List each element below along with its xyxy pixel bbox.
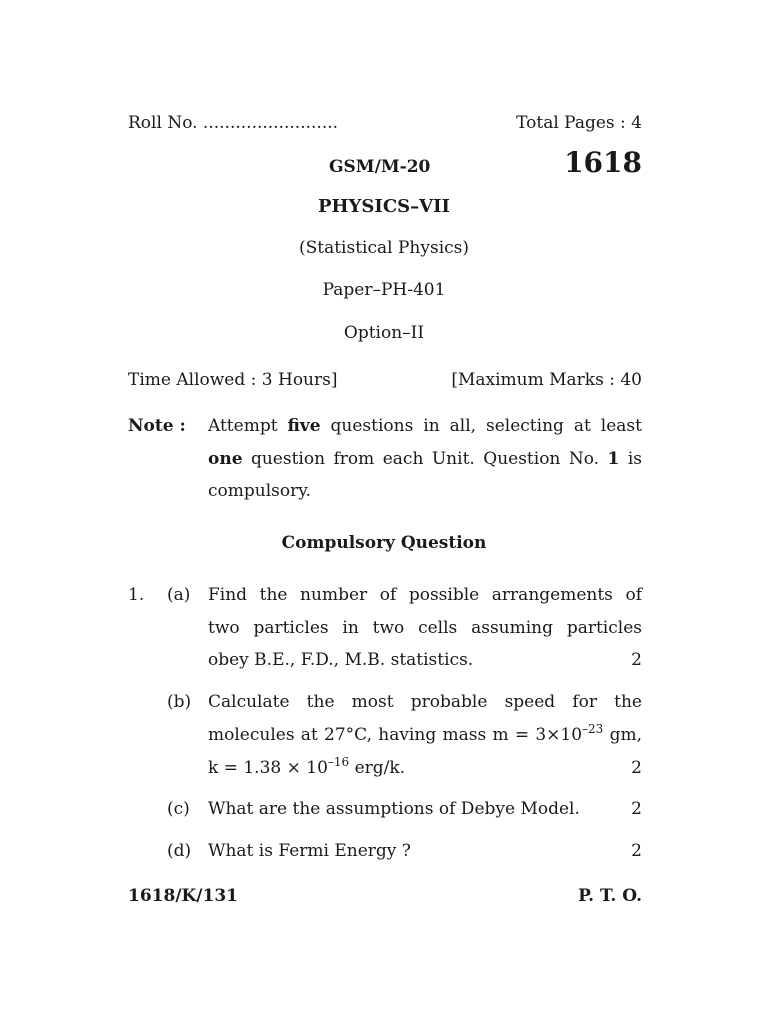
- note-line-1: Attempt five questions in all, selecting at least: [208, 416, 642, 436]
- part-d-text: What is Fermi Energy ?: [208, 841, 411, 861]
- exam-code: GSM/M-20: [329, 157, 431, 177]
- total-pages: Total Pages : 4: [516, 113, 642, 133]
- part-c-text: What are the assumptions of Debye Model.: [208, 799, 580, 819]
- footer-code: 1618/K/131: [128, 886, 238, 906]
- time-allowed: Time Allowed : 3 Hours]: [128, 370, 338, 390]
- subject-topic: (Statistical Physics): [298, 238, 470, 258]
- part-a-line-3: obey B.E., F.D., M.B. statistics.: [208, 650, 474, 670]
- roll-number: Roll No. .........................: [128, 113, 339, 133]
- paper-code: Paper–PH-401: [322, 280, 446, 300]
- note-label: Note :: [128, 416, 186, 436]
- paper-option: Option–II: [343, 323, 425, 343]
- part-a-marks: 2: [631, 650, 642, 670]
- part-c-marks: 2: [631, 799, 642, 819]
- part-b-label: (b): [167, 692, 192, 712]
- section-title: Compulsory Question: [281, 533, 487, 553]
- part-d-marks: 2: [631, 841, 642, 861]
- please-turn-over: P. T. O.: [578, 886, 642, 906]
- part-b-line-2: molecules at 27°C, having mass $m = 3\times 10^{-23}$ gm,: [208, 722, 643, 745]
- part-a-label: (a): [167, 585, 191, 605]
- paper-number: 1618: [564, 146, 642, 179]
- note-line-2: one question from each Unit. Question No. 1 is: [208, 449, 642, 469]
- part-b-marks: 2: [631, 758, 642, 778]
- part-a-line-1: Find the number of possible arrangements of: [208, 585, 642, 605]
- part-d-label: (d): [167, 841, 192, 861]
- part-b-line-1: Calculate the most probable speed for the: [208, 692, 642, 712]
- part-c-label: (c): [167, 799, 190, 819]
- question-number: 1.: [128, 585, 145, 605]
- maximum-marks: [Maximum Marks : 40: [451, 370, 642, 390]
- part-b-line-3: $k = 1.38 \times 10^{-16}$ erg/k.: [208, 755, 406, 778]
- note-line-3: compulsory.: [208, 481, 311, 501]
- subject-title: PHYSICS–VII: [318, 196, 450, 217]
- part-a-line-2: two particles in two cells assuming particles: [208, 618, 642, 638]
